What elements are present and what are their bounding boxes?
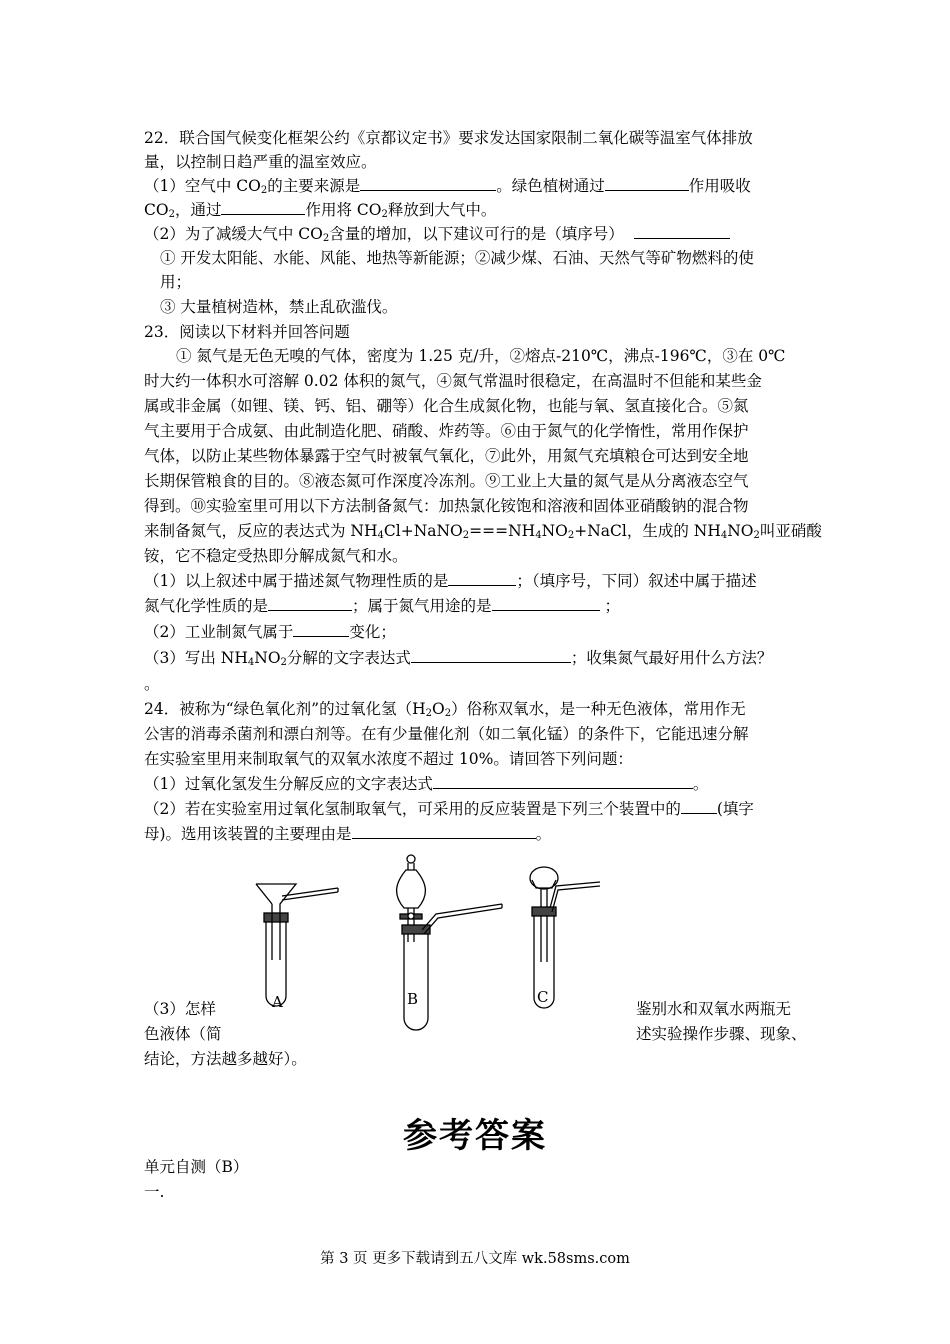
answer-blank[interactable] bbox=[681, 797, 717, 814]
q22-line-1: 22．联合国气候变化框架公约《京都议定书》要求发达国家限制二氧化碳等温室气体排放 bbox=[144, 129, 753, 147]
label-c: C bbox=[537, 988, 549, 1006]
q23-line-1: 23．阅读以下材料并回答问题 bbox=[144, 323, 350, 341]
q23-line-15: 。 bbox=[144, 675, 160, 693]
q22-line-7: 用； bbox=[160, 273, 192, 291]
q24-line-4: （1）过氧化氢发生分解反应的文字表达式 。 bbox=[144, 772, 708, 796]
apparatus-a bbox=[256, 884, 338, 1006]
answer-blank[interactable] bbox=[605, 174, 689, 191]
q24-line-7a: （3）怎样 bbox=[144, 1000, 216, 1018]
q23-line-13: （2）工业制氮气属于 变化； bbox=[144, 620, 396, 644]
q23-line-2: ① 氮气是无色无嗅的气体，密度为 1.25 克/升，②熔点-210℃，沸点-196℃，③在 0℃ bbox=[176, 347, 786, 365]
q23-line-9: 来制备氮气，反应的表达式为 $NH_4Cl+NaNO_2===NH_4NO_2+NaCl$，生成的 $NH_4NO_2$叫亚硝酸 bbox=[144, 522, 822, 541]
q23-line-6: 气体，以防止某些物体暴露于空气时被氧气氧化，⑦此外，用氮气充填粮仓可达到安全地 bbox=[144, 447, 749, 465]
answers-line-2: 一. bbox=[144, 1183, 165, 1201]
q23-line-12: 氮气化学性质的是 ；属于氮气用途的是 ； bbox=[144, 594, 620, 618]
lab-apparatus-diagram bbox=[240, 850, 600, 1040]
label-b: B bbox=[407, 990, 419, 1008]
q23-line-7: 长期保管粮食的目的。⑧液态氮可作深度冷冻剂。⑨工业上大量的氮气是从分离液态空气 bbox=[144, 472, 749, 490]
q24-line-8a: 色液体（简 bbox=[144, 1025, 222, 1043]
q24-line-9: 结论，方法越多越好）。 bbox=[144, 1050, 307, 1068]
answer-blank[interactable] bbox=[492, 594, 600, 611]
answer-blank[interactable] bbox=[634, 222, 730, 239]
q24-line-8b: 述实验操作步骤、现象、 bbox=[636, 1025, 807, 1043]
q22-line-8: ③ 大量植树造林，禁止乱砍滥伐。 bbox=[160, 298, 398, 316]
q22-line-4: $CO_2$，通过 作用将 $CO_2$释放到大气中。 bbox=[144, 198, 496, 222]
q24-line-2: 公害的消毒杀菌剂和漂白剂等。在有少量催化剂（如二氧化锰）的条件下，它能迅速分解 bbox=[144, 725, 749, 743]
answer-blank[interactable] bbox=[268, 594, 352, 611]
q24-line-6: 母)。选用该装置的主要理由是 。 bbox=[144, 822, 551, 846]
q23-line-5: 气主要用于合成氨、由此制造化肥、硝酸、炸药等。⑥由于氮气的化学惰性，常用作保护 bbox=[144, 422, 749, 440]
q24-line-5: （2）若在实验室用过氧化氢制取氧气，可采用的反应装置是下列三个装置中的 (填字 bbox=[144, 797, 754, 821]
page-footer: 第 3 页 更多下载请到五八文库 wk.58sms.com bbox=[320, 1251, 630, 1267]
q23-line-10: 铵，它不稳定受热即分解成氮气和水。 bbox=[144, 547, 408, 565]
q23-line-4: 属或非金属（如锂、镁、钙、铝、硼等）化合生成氮化物，也能与氧、氢直接化合。⑤氮 bbox=[144, 397, 749, 415]
label-a: A bbox=[272, 993, 283, 1011]
q22-line-5: （2）为了减缓大气中 $CO_2$含量的增加，以下建议可行的是（填序号） bbox=[144, 222, 730, 246]
q22-line-6: ① 开发太阳能、水能、风能、地热等新能源；②减少煤、石油、天然气等矿物燃料的使 bbox=[160, 249, 754, 267]
answer-blank[interactable] bbox=[411, 646, 571, 663]
answer-blank[interactable] bbox=[433, 772, 693, 789]
apparatus-c bbox=[530, 867, 600, 1008]
answer-blank[interactable] bbox=[448, 569, 516, 586]
answer-blank[interactable] bbox=[293, 620, 349, 637]
answer-blank[interactable] bbox=[352, 822, 536, 839]
q24-line-7b: 鉴别水和双氧水两瓶无 bbox=[636, 1000, 792, 1018]
q24-line-1: 24．被称为“绿色氧化剂”的过氧化氢$(H_2O_2)$俗称双氧水，是一种无色液体，常用作无 bbox=[144, 700, 746, 719]
answers-line-1: 单元自测（B） bbox=[144, 1158, 249, 1176]
q23-line-8: 得到。⑩实验室里可用以下方法制备氮气：加热氯化铵饱和溶液和固体亚硝酸钠的混合物 bbox=[144, 497, 749, 515]
q23-line-14: （3）写出 $NH_4NO_2$分解的文字表达式 ；收集氮气最好用什么方法？ bbox=[144, 646, 772, 670]
q22-line-2: 量，以控制日趋严重的温室效应。 bbox=[144, 153, 377, 171]
q23-line-3: 时大约一体积水可溶解 0.02 体积的氮气，④氮气常温时很稳定，在高温时不但能和某些金 bbox=[144, 372, 762, 390]
q23-line-11: （1）以上叙述中属于描述氮气物理性质的是 ；（填序号，下同）叙述中属于描述 bbox=[144, 569, 757, 593]
answer-blank[interactable] bbox=[360, 174, 496, 191]
answers-title: 参考答案 bbox=[403, 1116, 547, 1156]
answer-blank[interactable] bbox=[221, 198, 305, 215]
q22-line-3: （1）空气中 $CO_2$的主要来源是 。绿色植树通过 作用吸收 bbox=[144, 174, 751, 198]
q24-line-3: 在实验室里用来制取氧气的双氧水浓度不超过 10%。请回答下列问题： bbox=[144, 750, 633, 768]
